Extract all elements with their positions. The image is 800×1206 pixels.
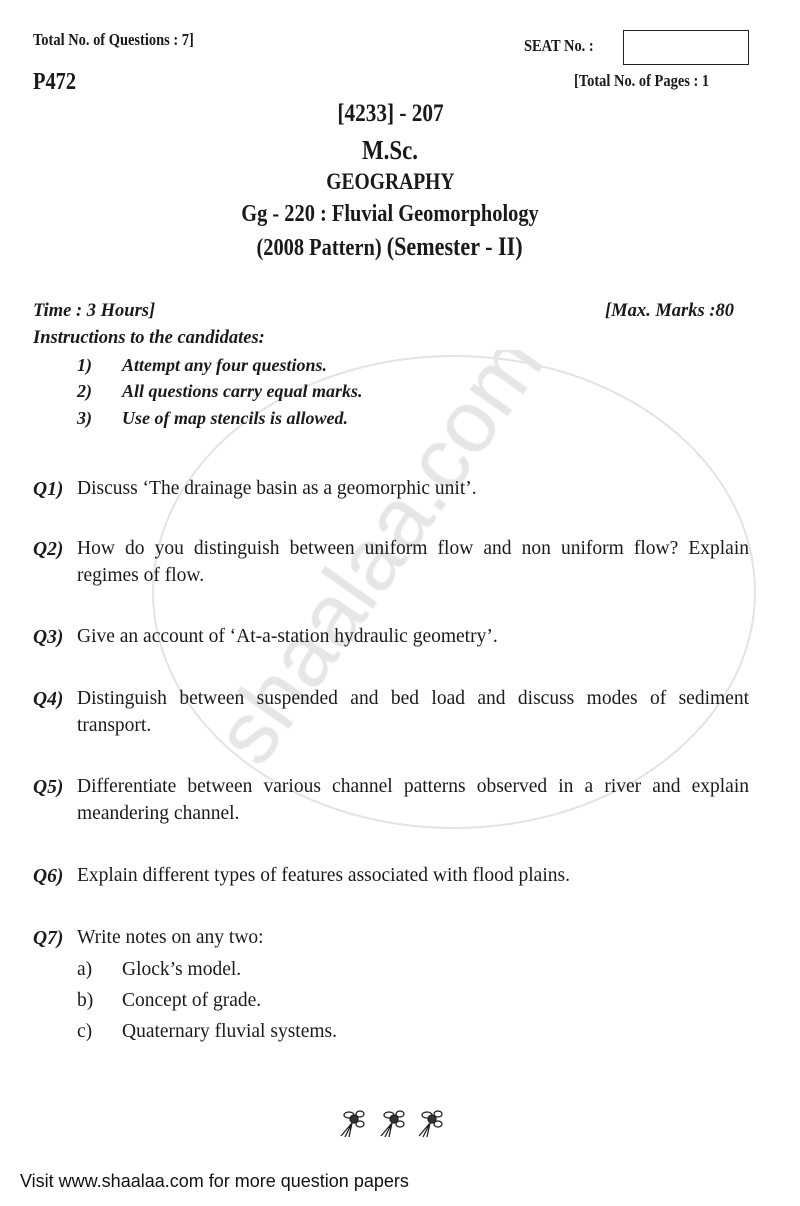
question-number: Q5) <box>33 777 64 798</box>
course: Gg - 220 : Fluvial Geomorphology <box>241 201 539 227</box>
flower-ornament-icon <box>415 1106 445 1138</box>
question-text: Explain different types of features associated with flood plains. <box>77 865 570 886</box>
instruction-num: 2) <box>77 381 92 401</box>
flower-ornament-icon <box>377 1106 407 1138</box>
question-text: Give an account of ‘At-a-station hydraulic geometry’. <box>77 626 498 647</box>
question-number: Q1) <box>33 479 64 500</box>
question-number: Q6) <box>33 866 64 887</box>
instruction-text: Attempt any four questions. <box>122 355 328 375</box>
question-number: Q2) <box>33 539 64 560</box>
option-label: a) <box>77 959 93 980</box>
footer-link[interactable]: Visit www.shaalaa.com for more question papers <box>20 1171 409 1191</box>
degree: M.Sc. <box>361 135 419 165</box>
question-text: How do you distinguish between uniform flow and non uniform flow? Explain regimes of flow. <box>77 538 749 586</box>
pattern: (2008 Pattern) <box>256 235 383 261</box>
instruction-text: Use of map stencils is allowed. <box>122 408 348 428</box>
total-questions: Total No. of Questions : 7] <box>33 30 194 49</box>
max-marks: [Max. Marks :80 <box>605 301 734 321</box>
question-number: Q4) <box>33 689 64 710</box>
question-text: Discuss ‘The drainage basin as a geomorphic unit’. <box>77 478 477 499</box>
instructions-heading: Instructions to the candidates: <box>33 328 265 348</box>
option-label: b) <box>77 990 94 1011</box>
option-label: c) <box>77 1021 93 1042</box>
option-text: Quaternary fluvial systems. <box>122 1021 337 1042</box>
subject: GEOGRAPHY <box>325 169 455 194</box>
question-number: Q3) <box>33 627 64 648</box>
seat-number-box[interactable] <box>623 30 749 65</box>
instruction-num: 1) <box>77 355 92 375</box>
total-pages: [Total No. of Pages : 1 <box>574 71 710 90</box>
option-text: Concept of grade. <box>122 990 262 1011</box>
semester: (Semester - II) <box>387 232 524 261</box>
exam-code: [4233] - 207 <box>336 100 444 127</box>
time: Time : 3 Hours] <box>33 301 156 321</box>
question-text: Distinguish between suspended and bed load and discuss modes of sediment transport. <box>77 688 749 736</box>
question-text: Differentiate between various channel patterns observed in a river and explain meandering channel. <box>77 776 749 824</box>
option-text: Glock’s model. <box>122 959 242 980</box>
flower-ornament-icon <box>337 1106 367 1138</box>
instruction-text: All questions carry equal marks. <box>122 381 363 401</box>
seat-label: SEAT No. : <box>524 36 594 55</box>
question-text: Write notes on any two: <box>77 927 264 948</box>
question-number: Q7) <box>33 928 64 949</box>
paper-code: P472 <box>33 69 77 95</box>
instruction-num: 3) <box>77 408 92 428</box>
pattern-semester <box>0 234 780 260</box>
